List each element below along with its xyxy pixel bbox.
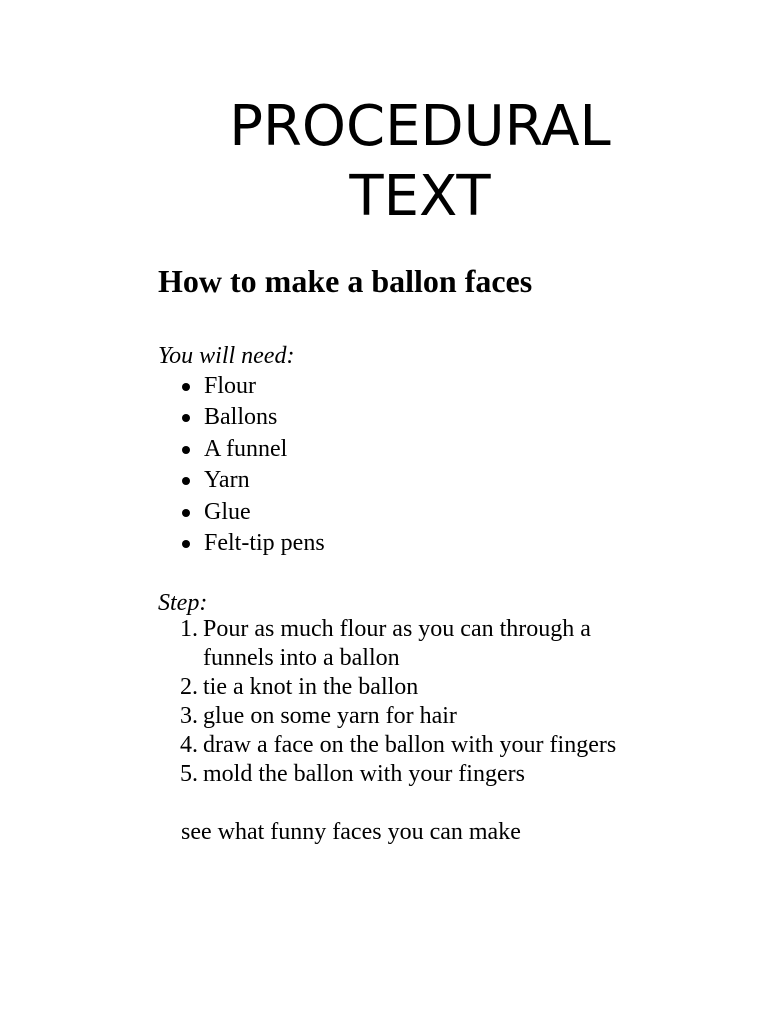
step-number: 2. [180,674,198,700]
materials-list [180,371,325,559]
bullet-icon [182,540,190,548]
step-number: 3. [180,703,198,729]
list-item [180,731,650,760]
step-number: 1. [180,616,198,642]
document-subtitle: How to make a ballon faces [158,263,533,299]
list-item [180,434,325,465]
step-number: 4. [180,732,198,758]
bullet-icon [182,414,190,422]
step-text: draw a face on the ballon with your fingers [203,732,617,758]
material-item: Felt-tip pens [204,529,325,556]
closing-text: see what funny faces you can make [181,819,521,845]
steps-list [180,615,650,789]
step-text: tie a knot in the ballon [203,674,419,700]
list-item [180,465,325,496]
list-item [180,702,650,731]
step-text: mold the ballon with your fingers [203,761,525,787]
bullet-icon [182,383,190,391]
material-item: Yarn [204,467,250,494]
material-item: Glue [204,498,251,525]
list-item [180,528,325,559]
bullet-icon [182,509,190,517]
bullet-icon [182,446,190,454]
list-item [180,497,325,528]
list-item [180,673,650,702]
page-title: PROCEDURAL TEXT [229,94,611,229]
material-item: Ballons [204,404,278,431]
steps-label: Step: [158,590,208,616]
step-number: 5. [180,761,198,787]
step-text: Pour as much flour as you can through a funnels into a ballon [203,616,591,671]
material-item: A funnel [204,435,288,462]
list-item [180,402,325,433]
material-item: Flour [204,373,257,399]
list-item [180,615,650,673]
step-text: glue on some yarn for hair [203,703,457,729]
bullet-icon [182,477,190,485]
list-item [180,760,650,789]
materials-label: You will need: [158,343,295,369]
list-item [180,371,325,402]
